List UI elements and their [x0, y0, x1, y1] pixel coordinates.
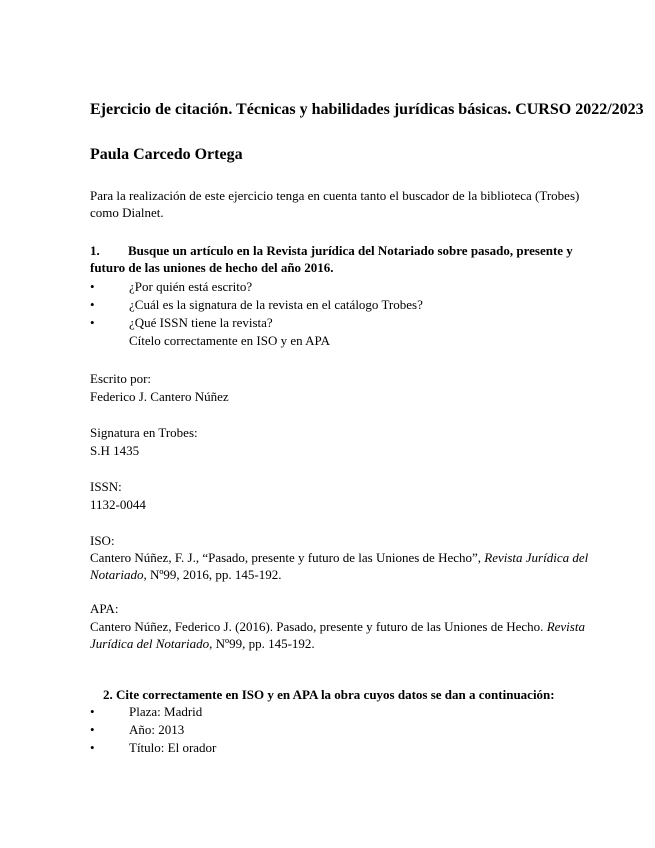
- signature-label: Signatura en Trobes:: [90, 425, 198, 440]
- signature-value: S.H 1435: [90, 443, 140, 458]
- apa-citation-journal: Revista Jurídica del Notariado: [90, 619, 585, 651]
- list-item-text: ¿Cuál es la signatura de la revista en el catálogo Trobes?: [129, 297, 423, 312]
- bullet-icon: •: [90, 279, 95, 294]
- cite-instruction: Cítelo correctamente en ISO y en APA: [129, 333, 330, 348]
- question-1-text: Busque un artículo en la Revista jurídica del Notariado sobre pasado, presente y futuro de las uniones de hecho del año 2016.: [90, 243, 573, 275]
- bullet-icon: •: [90, 722, 95, 737]
- list-item-text: ¿Por quién está escrito?: [129, 279, 253, 294]
- apa-label: APA:: [90, 601, 119, 616]
- bullet-icon: •: [90, 315, 95, 330]
- question-1-number: 1.: [90, 243, 100, 258]
- list-item-text: Título: El orador: [129, 740, 217, 755]
- issn-label: ISSN:: [90, 479, 122, 494]
- author-value: Federico J. Cantero Núñez: [90, 389, 229, 404]
- bullet-icon: •: [90, 740, 95, 755]
- list-item: [90, 721, 610, 739]
- iso-citation-end: , Nº99, 2016, pp. 145-192.: [143, 567, 282, 582]
- author-label: Escrito por:: [90, 371, 152, 386]
- apa-citation-end: , Nº99, pp. 145-192.: [209, 636, 315, 651]
- issn-value: 1132-0044: [90, 497, 146, 512]
- question-2-bullets: [90, 703, 610, 757]
- list-item: [90, 314, 610, 332]
- question-2: 2. Cite correctamente en ISO y en APA la obra cuyos datos se dan a continuación:: [103, 687, 555, 702]
- iso-label: ISO:: [90, 533, 115, 548]
- question-1-bullets: [90, 278, 610, 332]
- apa-citation-start: Cantero Núñez, Federico J. (2016). Pasado, presente y futuro de las Uniones de Hecho.: [90, 619, 547, 634]
- list-item-text: ¿Qué ISSN tiene la revista?: [129, 315, 273, 330]
- apa-citation: [90, 618, 610, 652]
- list-item: [90, 296, 610, 314]
- list-item-text: Plaza: Madrid: [129, 704, 203, 719]
- list-item: [90, 703, 610, 721]
- question-1: [90, 242, 610, 276]
- intro-paragraph: Para la realización de este ejercicio tenga en cuenta tanto el buscador de la biblioteca (Trobes) como Dialnet.: [90, 188, 580, 220]
- iso-citation-start: Cantero Núñez, F. J., “Pasado, presente y futuro de las Uniones de Hecho”,: [90, 550, 485, 565]
- bullet-icon: •: [90, 297, 95, 312]
- document-title: Ejercicio de citación. Técnicas y habilidades jurídicas básicas. CURSO 2022/2023: [90, 101, 644, 118]
- iso-citation-journal: Revista Jurídica del Notariado: [90, 550, 589, 582]
- list-item: [90, 278, 610, 296]
- list-item-text: Año: 2013: [129, 722, 185, 737]
- bullet-icon: •: [90, 704, 95, 719]
- document-author: Paula Carcedo Ortega: [90, 146, 243, 163]
- iso-citation: [90, 549, 610, 583]
- list-item: [90, 739, 610, 757]
